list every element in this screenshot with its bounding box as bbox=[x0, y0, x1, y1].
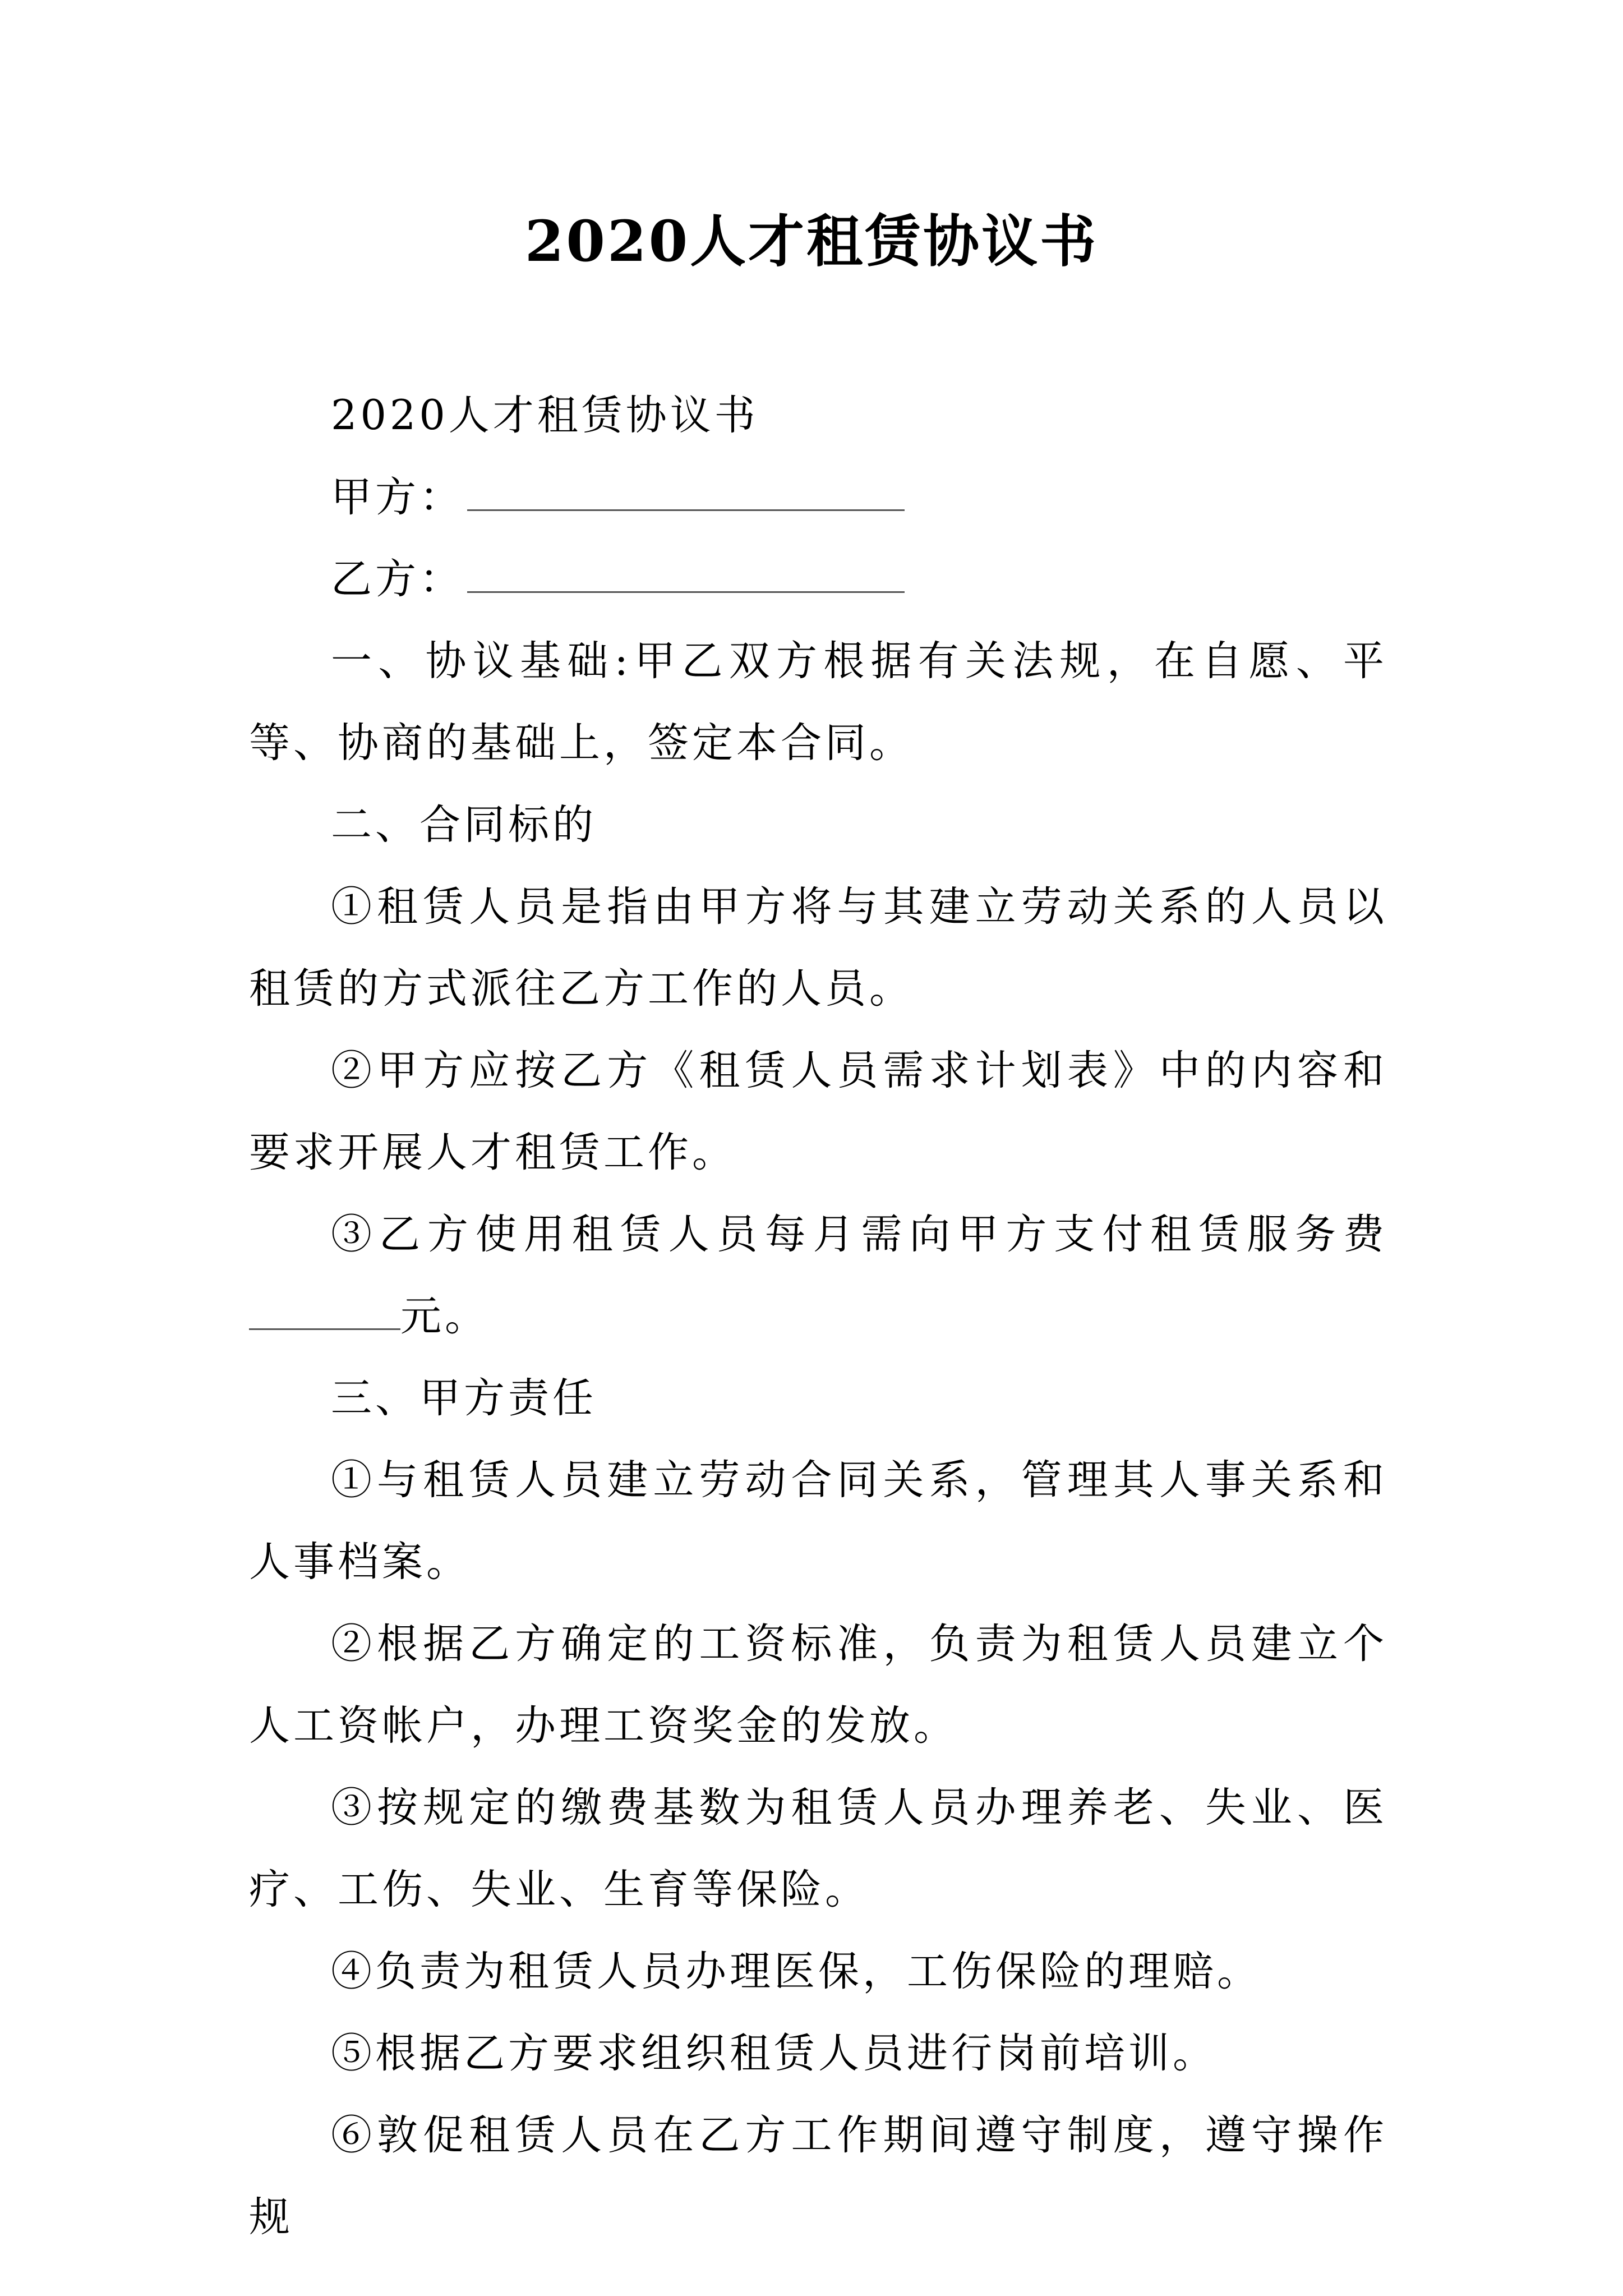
document-body bbox=[249, 375, 1387, 2258]
clause-1: 一、协议基础:甲乙双方根据有关法规，在自愿、平等、协商的基础上，签定本合同。 bbox=[249, 637, 1387, 767]
clause-2-item-1: ①租赁人员是指由甲方将与其建立劳动关系的人员以租赁的方式派往乙方工作的人员。 bbox=[249, 883, 1387, 1013]
fee-amount-blank bbox=[249, 1291, 400, 1330]
party-a-line bbox=[249, 457, 1387, 539]
document-subtitle: 2020人才租赁协议书 bbox=[331, 392, 759, 439]
clause-3-item-2: ②根据乙方确定的工资标准，负责为租赁人员建立个人工资帐户，办理工资奖金的发放。 bbox=[249, 1620, 1387, 1750]
clause-3-item-4: ④负责为租赁人员办理医保，工伤保险的理赔。 bbox=[331, 1948, 1261, 1995]
clause-2-heading: 二、合同标的 bbox=[331, 801, 597, 849]
clause-2-item-3-suffix: 元。 bbox=[400, 1292, 489, 1340]
party-b-blank bbox=[467, 554, 905, 593]
clause-3-item-6: ⑥敦促租赁人员在乙方工作期间遵守制度，遵守操作规 bbox=[249, 2111, 1387, 2241]
party-b-line bbox=[249, 539, 1387, 620]
clause-3-item-1: ①与租赁人员建立劳动合同关系，管理其人事关系和人事档案。 bbox=[249, 1456, 1387, 1586]
party-a-label: 甲方： bbox=[331, 473, 464, 521]
party-a-blank bbox=[467, 472, 905, 511]
clause-2-item-3-text: ③乙方使用租赁人员每月需向甲方支付租赁服务费 bbox=[331, 1211, 1387, 1258]
clause-2-item-3 bbox=[249, 1194, 1387, 1358]
clause-3-item-5: ⑤根据乙方要求组织租赁人员进行岗前培训。 bbox=[331, 2030, 1217, 2077]
clause-3-heading: 三、甲方责任 bbox=[331, 1374, 597, 1422]
document-title: 2020人才租赁协议书 bbox=[524, 208, 1099, 274]
clause-3-item-3: ③按规定的缴费基数为租赁人员办理养老、失业、医疗、工伤、失业、生育等保险。 bbox=[249, 1784, 1387, 1913]
clause-2-item-2: ②甲方应按乙方《租赁人员需求计划表》中的内容和要求开展人才租赁工作。 bbox=[249, 1047, 1387, 1176]
party-b-label: 乙方： bbox=[331, 555, 464, 603]
